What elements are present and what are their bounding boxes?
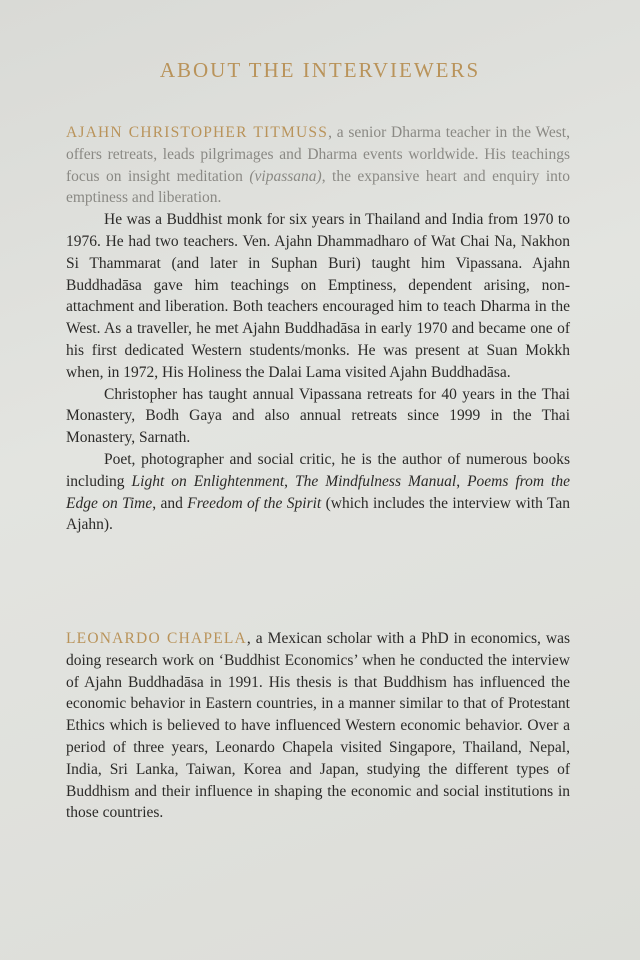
titmuss-bio — [66, 122, 570, 536]
page-title: ABOUT THE INTERVIEWERS — [159, 58, 481, 82]
book-title: Poems from the Edge on Time — [66, 472, 570, 512]
titmuss-retreats-paragraph: Christopher has taught annual Vipassana retreats for 40 years in the Thai Monastery, Bodh Gaya and also annual retreats since 1999 in the Thai Monastery, Sarnath. — [66, 385, 570, 447]
chapela-name: LEONARDO CHAPELA — [66, 630, 247, 647]
titmuss-books-outro: (which includes the interview with Tan Ajahn). — [66, 494, 570, 534]
book-title: The Mindfulness Manual — [294, 472, 457, 490]
titmuss-name: AJAHN CHRISTOPHER TITMUSS — [66, 124, 329, 141]
titmuss-intro-paragraph — [66, 122, 570, 209]
separator: , and — [152, 494, 188, 512]
titmuss-intro-b: , the expansive heart and enquiry into emptiness and liberation. — [66, 167, 570, 207]
separator: , — [456, 472, 468, 490]
titmuss-history-paragraph: He was a Buddhist monk for six years in Thailand and India from 1970 to 1976. He had two teachers. Ven. Ajahn Dhammadharo of Wat Chai Na, Nakhon Si Thammarat (and later in Suphan Buri) taught him Vipassana. Ajahn Buddhadāsa gave him teachings on Emptiness, dependent arising, non-attachment and liberation. Both teachers encouraged him to teach Dharma in the West. As a traveller, he met Ajahn Buddhadāsa in early 1970 and became one of his first dedicated Western students/monks. He was present at Suan Mokkh when, in 1972, His Holiness the Dalai Lama visited Ajahn Buddhadāsa. — [66, 211, 570, 381]
book-title: Light on Enlightenment — [131, 472, 285, 490]
titmuss-books-paragraph — [66, 449, 570, 536]
chapela-bio — [66, 628, 570, 824]
book-title: Freedom of the Spirit — [187, 494, 322, 512]
separator: , — [284, 472, 295, 490]
titmuss-intro-term: (vipassana) — [249, 167, 322, 185]
titmuss-books-intro: Poet, photographer and social critic, he is the author of numerous books including — [66, 450, 570, 490]
chapela-paragraph — [66, 628, 570, 824]
chapela-text: , a Mexican scholar with a PhD in economics, was doing research work on ‘Buddhist Economics’ when he conducted the interview of Ajahn Buddhadāsa in 1991. His thesis is that Buddhism has influenced the economic behavior in Eastern countries, in a manner similar to that of Protestant Ethics which is believed to have influenced Western economic behavior. Over a period of three years, Leonardo Chapela visited Singapore, Thailand, Nepal, India, Sri Lanka, Taiwan, Korea and Japan, studying the different types of Buddhism and their influence in shaping the economic and social institutions in those countries. — [66, 630, 570, 822]
titmuss-intro-a: , a senior Dharma teacher in the West, offers retreats, leads pilgrimages and Dharma events worldwide. His teachings focus on insight meditation — [66, 124, 570, 185]
